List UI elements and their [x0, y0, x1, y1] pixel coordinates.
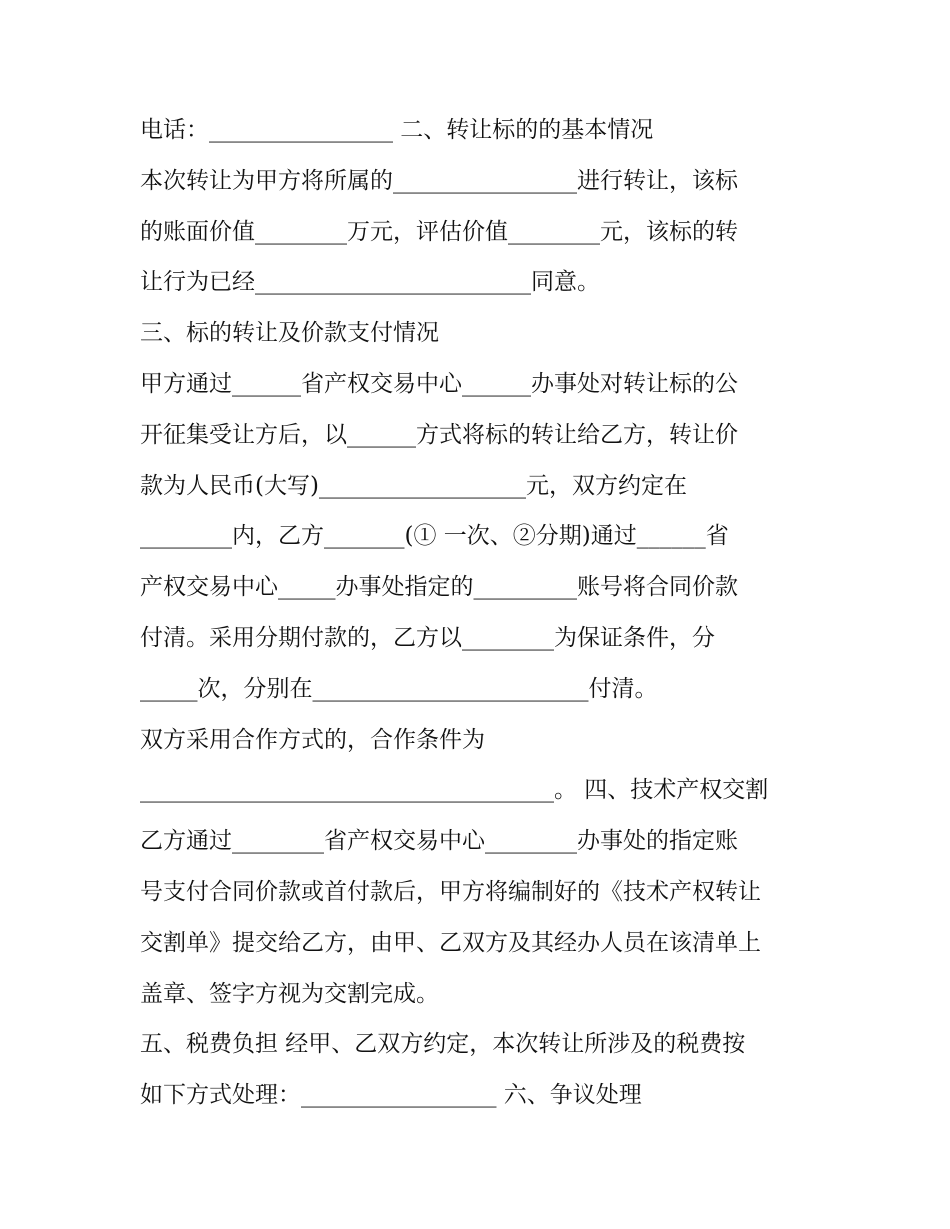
text-line: 甲方通过______省产权交易中心______办事处对转让标的公: [140, 370, 738, 397]
text-line: 让行为已经________________________同意。: [140, 269, 600, 296]
text-line: 盖章、签字方视为交割完成。: [140, 980, 439, 1007]
text-line: ____________________________________。 四、技术产权交割: [140, 777, 769, 804]
text-line: ________内，乙方_______(① 一次、②分期)通过______省: [140, 523, 729, 550]
text-line: 产权交易中心_____办事处指定的_________账号将合同价款: [140, 574, 738, 601]
document-body: [140, 105, 820, 1121]
text-line: 开征集受让方后，以______方式将标的转让给乙方，转让价: [140, 421, 738, 448]
text-line: 交割单》提交给乙方，由甲、乙双方及其经办人员在该清单上: [140, 929, 761, 956]
text-line: 乙方通过________省产权交易中心________办事处的指定账: [140, 828, 738, 855]
text-line: 五、税费负担 经甲、乙双方约定，本次转让所涉及的税费按: [140, 1031, 746, 1058]
text-line: 付清。采用分期付款的，乙方以________为保证条件，分: [140, 624, 715, 651]
text-line: _____次，分别在________________________付清。: [140, 675, 658, 702]
text-line: 双方采用合作方式的，合作条件为: [140, 726, 485, 753]
section-heading: 三、标的转让及价款支付情况: [140, 320, 439, 347]
text-line: 电话：________________ 二、转让标的的基本情况: [140, 117, 654, 143]
text-line: 如下方式处理：_________________ 六、争议处理: [140, 1082, 642, 1109]
text-line: 号支付合同价款或首付款后，甲方将编制好的《技术产权转让: [140, 878, 761, 905]
text-line: 款为人民币(大写)__________________元，双方约定在: [140, 472, 687, 499]
text-line: 的账面价值________万元，评估价值________元，该标的转: [140, 218, 738, 245]
text-line: 本次转让为甲方将所属的________________进行转让，该标: [140, 167, 738, 194]
